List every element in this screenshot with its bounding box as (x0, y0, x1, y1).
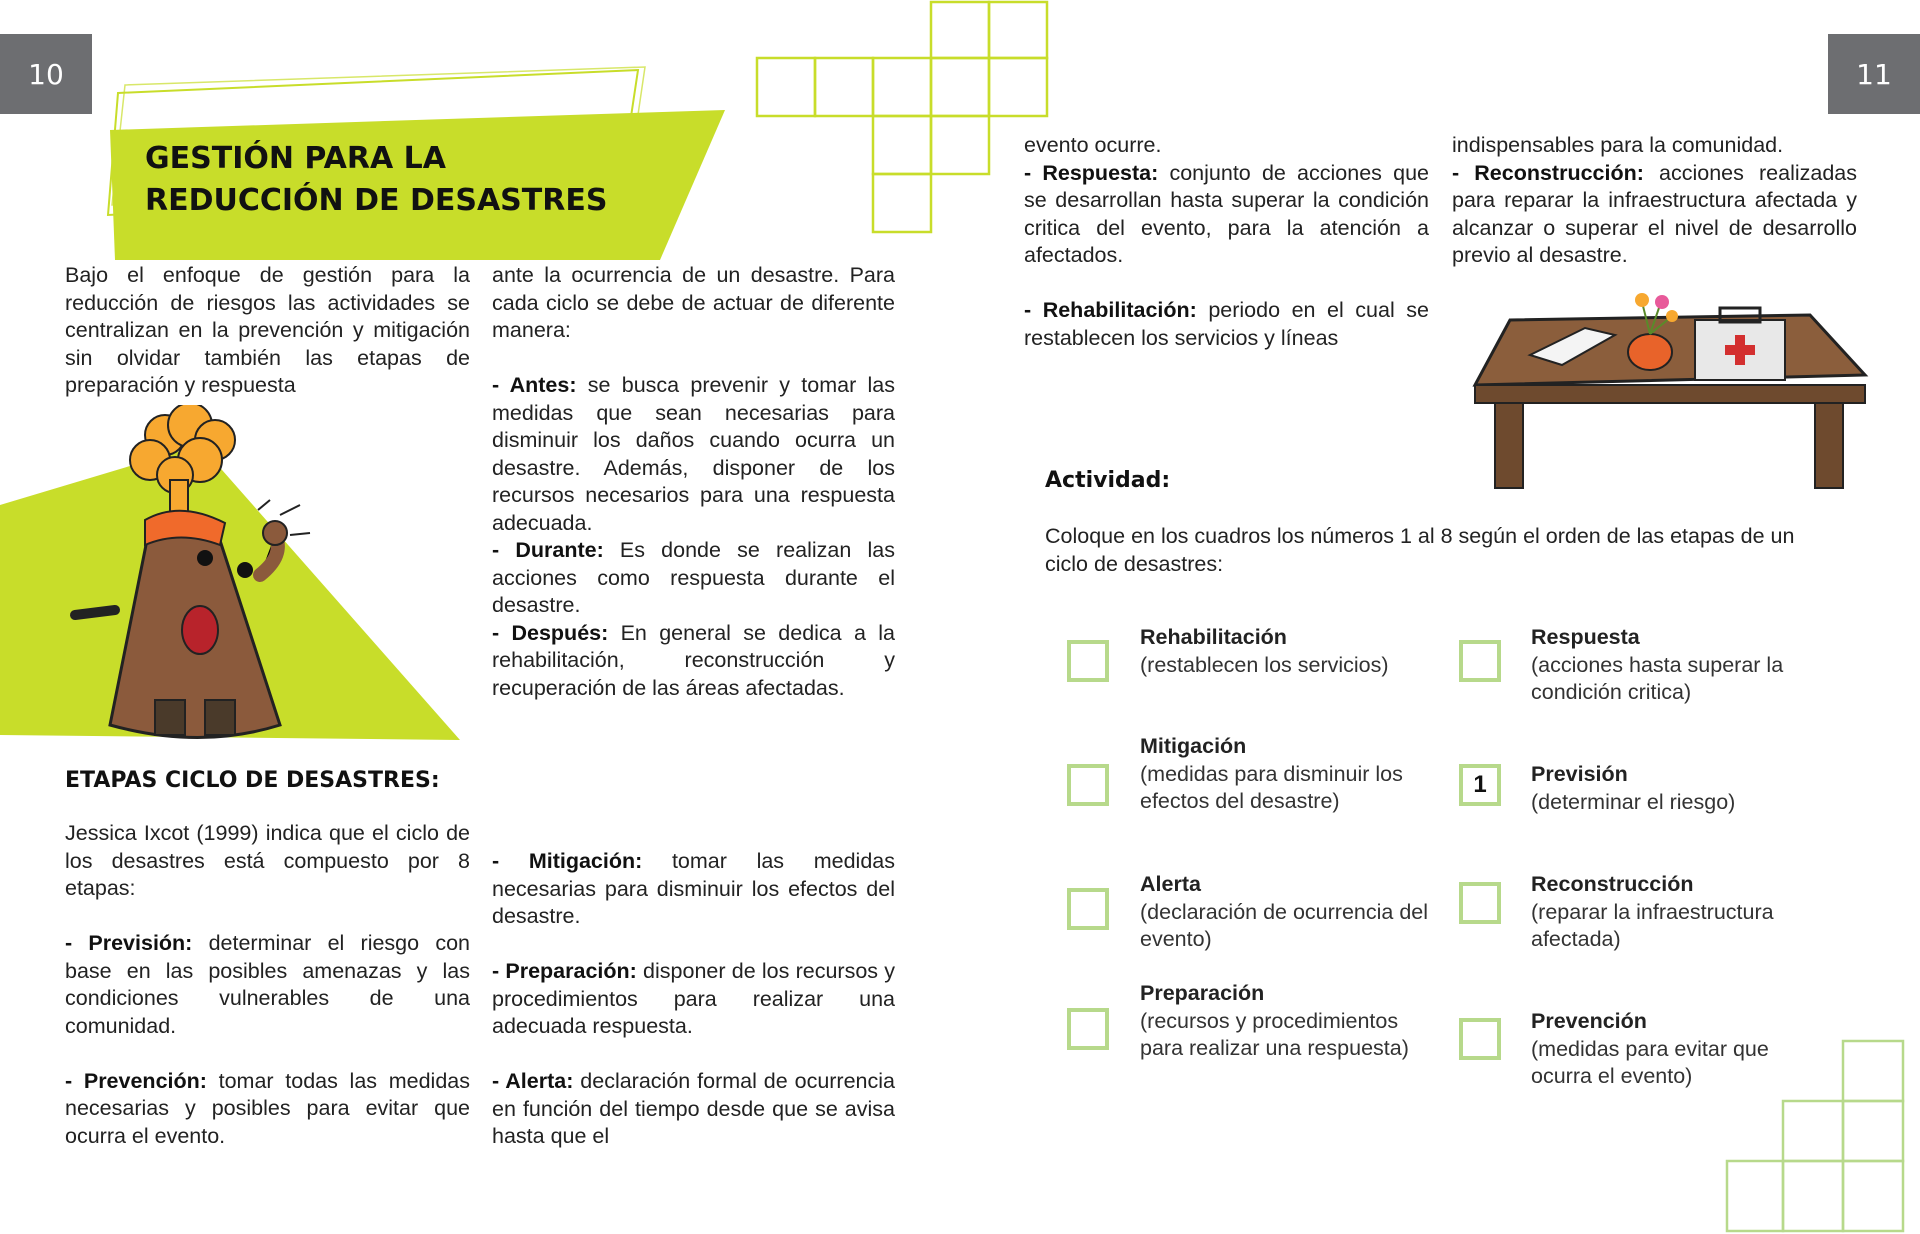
reconstruccion-paragraph: - Reconstrucción: acciones realizadas para reparar la infraestructura afectada y alcanzar o superar el nivel de desarrollo previo al desastre. (1452, 160, 1857, 267)
right-text-column-2: indispensables para la comunidad. - Reconstrucción: acciones realizadas para reparar la infraestructura afectada y alcanzar o superar el nivel de desarrollo previo al desastre. (1452, 132, 1857, 270)
activity-item-respuesta: Respuesta (acciones hasta superar la condición critica) (1531, 625, 1784, 704)
activity-heading: Actividad: (1045, 468, 1171, 493)
etapas-column-2 (492, 848, 895, 1151)
etapas-heading: ETAPAS CICLO DE DESASTRES: (65, 768, 440, 793)
answer-box-respuesta[interactable] (1459, 640, 1501, 682)
mitigacion-paragraph: - Mitigación: tomar las medidas necesarias para disminuir los efectos del desastre. (492, 849, 895, 928)
answer-box-preparacion[interactable] (1067, 1008, 1109, 1050)
activity-item-preparacion: Preparación (recursos y procedimientos para realizar una respuesta) (1140, 981, 1409, 1060)
rehabilitacion-paragraph: - Rehabilitación: periodo en el cual se restablecen los servicios y líneas (1024, 298, 1429, 350)
intro-column-1: Bajo el enfoque de gestión para la reducción de riesgos las actividades se centralizan en la prevención y mitigación sin olvidar también las etapas de preparación y respuesta (65, 263, 470, 397)
activity-item-reconstruccion: Reconstrucción (reparar la infraestructura afectada) (1531, 872, 1774, 951)
activity-item-prevencion: Prevención (medidas para evitar que ocurra el evento) (1531, 1009, 1769, 1088)
activity-item-alerta: Alerta (declaración de ocurrencia del evento) (1140, 872, 1429, 951)
activity-item-rehabilitacion: Rehabilitación (restablecen los servicios) (1140, 625, 1389, 677)
right-text-column-1: evento ocurre. - Respuesta: conjunto de acciones que se desarrollan hasta superar la condición critica del evento, para la atención a afectados. - Rehabilitación: periodo en el cual se restablecen los servicios y líneas (1024, 132, 1429, 352)
decorative-grid-top (755, 0, 1050, 235)
antes-paragraph: - Antes: se busca prevenir y tomar las medidas que sean necesarias para disminuir los daños cuando ocurra un desastre. Además, disponer de los recursos necesarios para una respuesta adecuada. (492, 373, 895, 535)
page-title: GESTIÓN PARA LA REDUCCIÓN DE DESASTRES (145, 141, 608, 218)
activity-instructions: Coloque en los cuadros los números 1 al 8 según el orden de las etapas de un ciclo de desastres: (1045, 524, 1795, 576)
answer-box-prevision[interactable]: 1 (1459, 764, 1501, 806)
intro-column-2: ante la ocurrencia de un desastre. Para cada ciclo se debe de actuar de diferente manera: - Antes: se busca prevenir y tomar las medidas que sean necesarias para disminuir los daños cuando ocurra un desastre. Además, disponer de los recursos necesarios para una respuesta adecuada. - Durante: Es donde se realizan las acciones como respuesta durante el desastre. - Después: En general se dedica a la rehabilitación, reconstrucción y recuperación de las áreas afectadas. (492, 262, 895, 702)
prevision-paragraph: - Previsión: determinar el riesgo con base en las posibles amenazas y las condiciones vulnerables de una comunidad. (65, 931, 470, 1038)
activity-item-prevision: Previsión (determinar el riesgo) (1531, 762, 1736, 814)
answer-box-alerta[interactable] (1067, 888, 1109, 930)
durante-paragraph: - Durante: Es donde se realizan las acciones como respuesta durante el desastre. (492, 538, 895, 617)
table-first-aid-illustration (1470, 290, 1870, 495)
preparacion-paragraph: - Preparación: disponer de los recursos y procedimientos para realizar una adecuada respuesta. (492, 959, 895, 1038)
page-number-right: 11 (1828, 34, 1920, 114)
prevencion-paragraph: - Prevención: tomar todas las medidas necesarias y posibles para evitar que ocurra el evento. (65, 1068, 470, 1148)
answer-box-prevencion[interactable] (1459, 1018, 1501, 1060)
answer-box-reconstruccion[interactable] (1459, 882, 1501, 924)
page-number-left: 10 (0, 34, 92, 114)
volcano-mascot-illustration (0, 405, 470, 740)
etapas-column-1: Jessica Ixcot (1999) indica que el ciclo de los desastres está compuesto por 8 etapas: - Previsión: determinar el riesgo con base en las posibles amenazas y las condiciones vulnerables de una comunidad. - Prevención: tomar todas las medidas necesarias y posibles para evitar que ocurra el evento. (65, 820, 470, 1150)
alerta-paragraph: - Alerta: declaración formal de ocurrencia en función del tiempo desde que se avisa hasta que el (492, 1069, 895, 1148)
despues-paragraph: - Después: En general se dedica a la rehabilitación, reconstrucción y recuperación de las áreas afectadas. (492, 620, 895, 700)
answer-box-rehabilitacion[interactable] (1067, 640, 1109, 682)
activity-item-mitigacion: Mitigación (medidas para disminuir los efectos del desastre) (1140, 734, 1403, 813)
answer-box-mitigacion[interactable] (1067, 764, 1109, 806)
respuesta-paragraph: - Respuesta: conjunto de acciones que se desarrollan hasta superar la condición critica del evento, para la atención a afectados. (1024, 160, 1429, 267)
